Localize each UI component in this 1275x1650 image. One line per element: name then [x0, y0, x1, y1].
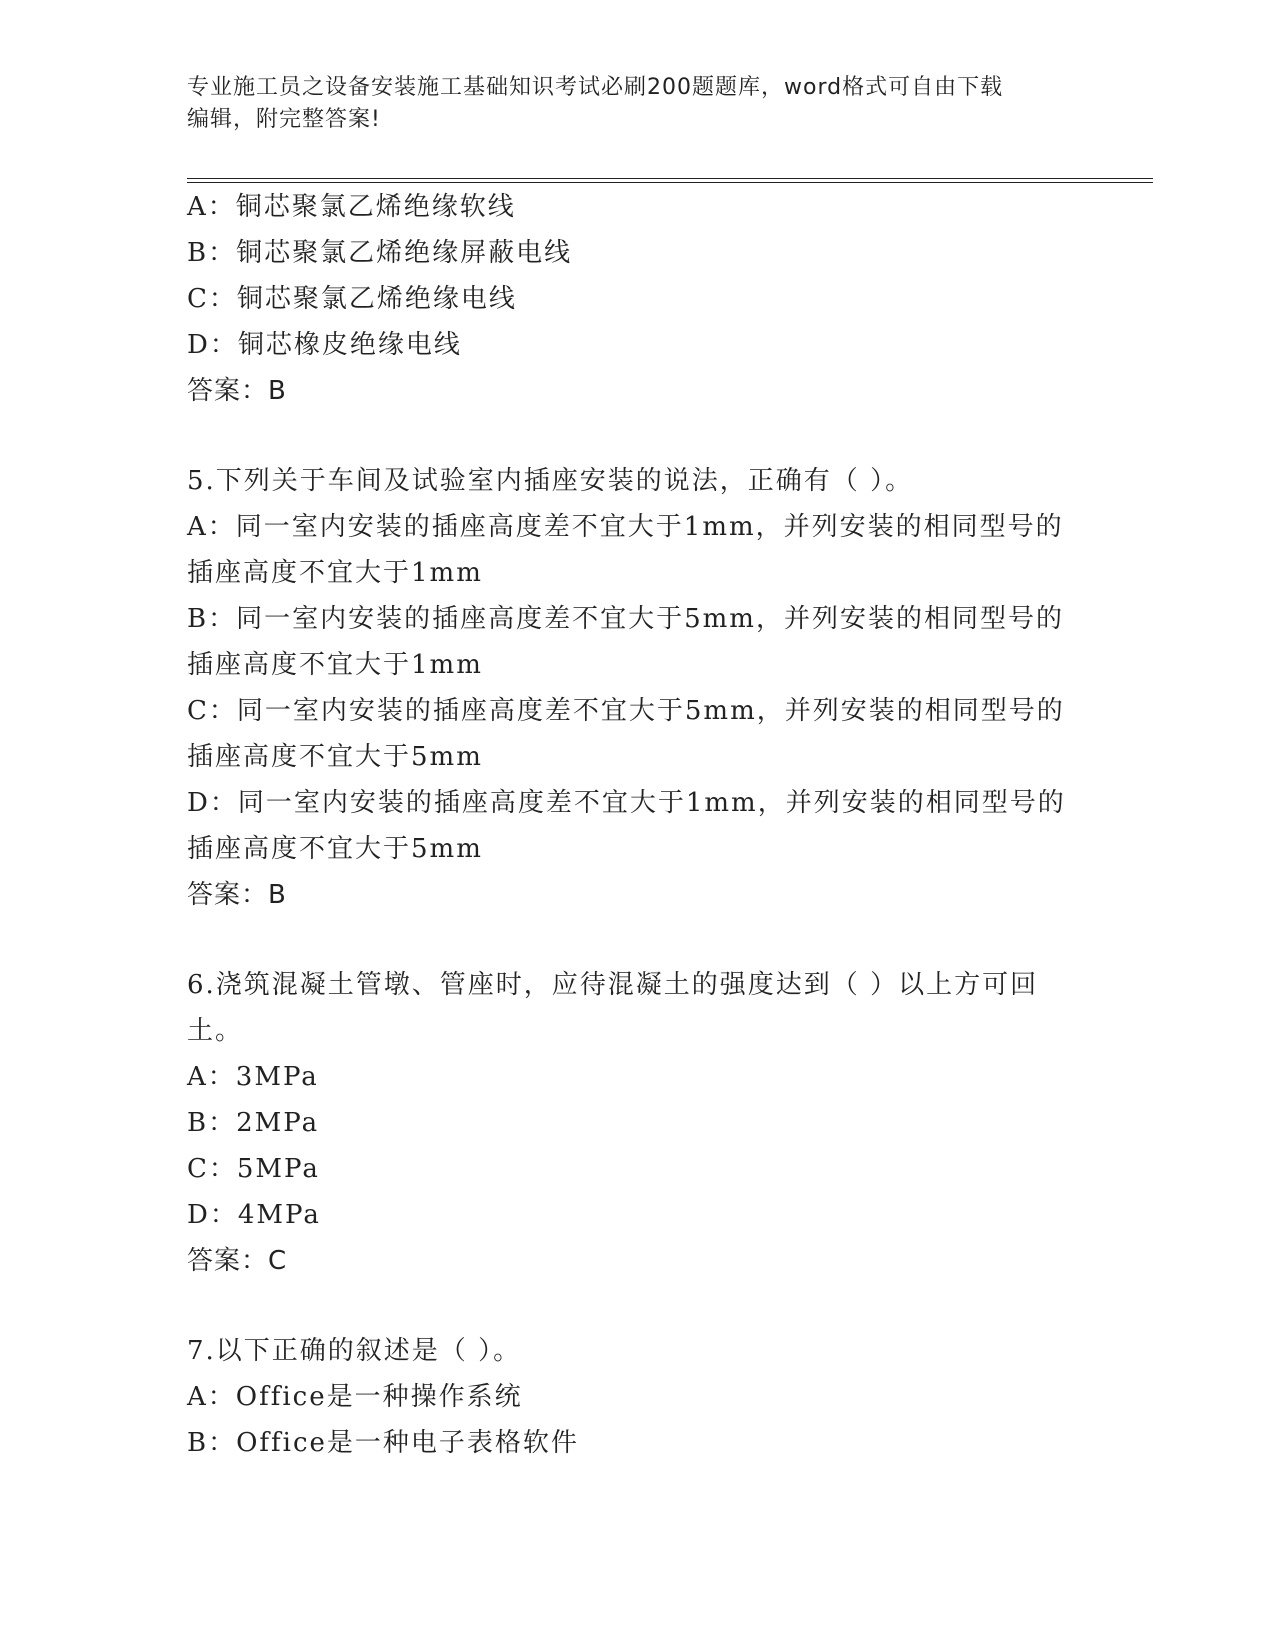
q5-answer: 答案：B — [187, 880, 287, 910]
q5-option-d-line-2: 插座高度不宜大于5mm — [187, 834, 483, 864]
q5-option-b-line-1: B：同一室内安装的插座高度差不宜大于5mm，并列安装的相同型号的 — [187, 604, 1064, 634]
q5-option-d-line-1: D：同一室内安装的插座高度差不宜大于1mm，并列安装的相同型号的 — [187, 788, 1066, 818]
q6-stem-line-1: 6.浇筑混凝土管墩、管座时，应待混凝土的强度达到（ ）以上方可回 — [187, 970, 1039, 1000]
q6-option-b: B：2MPa — [187, 1108, 320, 1138]
q7-stem: 7.以下正确的叙述是（ ）。 — [187, 1336, 522, 1366]
q5-option-c-line-1: C：同一室内安装的插座高度差不宜大于5mm，并列安装的相同型号的 — [187, 696, 1065, 726]
q6-option-c: C：5MPa — [187, 1154, 320, 1184]
header-divider-bottom — [187, 182, 1153, 183]
q6-option-d: D：4MPa — [187, 1200, 321, 1230]
q5-option-a-line-1: A：同一室内安装的插座高度差不宜大于1mm，并列安装的相同型号的 — [187, 512, 1064, 542]
header-title-line-1: 专业施工员之设备安装施工基础知识考试必刷200题题库，word格式可自由下载 — [187, 75, 1004, 100]
q6-stem-line-2: 土。 — [187, 1016, 244, 1046]
q6-answer: 答案：C — [187, 1246, 288, 1276]
q7-option-a: A：Office是一种操作系统 — [187, 1382, 523, 1412]
q4-option-c: C：铜芯聚氯乙烯绝缘电线 — [187, 284, 517, 314]
q7-option-b: B：Office是一种电子表格软件 — [187, 1428, 579, 1458]
q4-option-d: D：铜芯橡皮绝缘电线 — [187, 330, 462, 360]
q6-option-a: A：3MPa — [187, 1062, 319, 1092]
q4-option-b: B：铜芯聚氯乙烯绝缘屏蔽电线 — [187, 238, 573, 268]
header-divider-top — [187, 178, 1153, 179]
q5-option-c-line-2: 插座高度不宜大于5mm — [187, 742, 483, 772]
q4-answer: 答案：B — [187, 376, 287, 406]
q4-option-a: A：铜芯聚氯乙烯绝缘软线 — [187, 192, 516, 222]
q5-option-a-line-2: 插座高度不宜大于1mm — [187, 558, 483, 588]
header-title-line-2: 编辑，附完整答案! — [187, 107, 381, 132]
q5-option-b-line-2: 插座高度不宜大于1mm — [187, 650, 483, 680]
document-header — [187, 72, 1087, 136]
q5-stem: 5.下列关于车间及试验室内插座安装的说法，正确有（ ）。 — [187, 466, 914, 496]
